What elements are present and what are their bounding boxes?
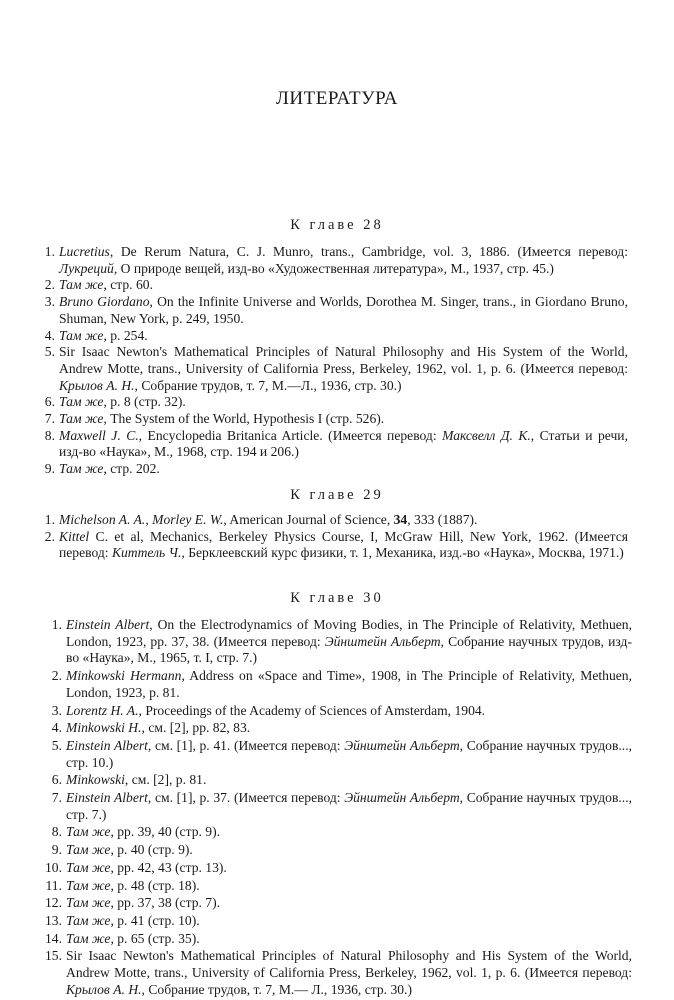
reference-item bbox=[38, 948, 632, 998]
reference-text: , pp. 37, 38 (стр. 7). bbox=[110, 895, 221, 911]
reference-item bbox=[37, 394, 628, 411]
reference-text: , p. 254. bbox=[103, 327, 148, 343]
reference-text: , см. [1], p. 41. (Имеется перевод: bbox=[147, 737, 345, 753]
reference-number: 7. bbox=[51, 790, 62, 806]
reference-item bbox=[37, 411, 628, 428]
reference-text: , Собрание трудов, т. 7, М.—Л., 1936, стр. 30.) bbox=[134, 377, 402, 393]
reference-italic: Bruno Giordano bbox=[59, 294, 150, 310]
reference-italic: Там же bbox=[66, 930, 111, 946]
reference-italic: Там же bbox=[59, 327, 104, 343]
reference-item bbox=[37, 461, 628, 478]
reference-item bbox=[38, 668, 632, 701]
reference-italic: Morley E. W. bbox=[152, 512, 224, 527]
reference-number: 1. bbox=[44, 244, 55, 259]
reference-italic: Minkowski H. bbox=[66, 720, 142, 736]
reference-italic: Там же bbox=[59, 277, 104, 293]
reference-number: 8. bbox=[44, 427, 55, 443]
reference-number: 10. bbox=[45, 859, 62, 875]
reference-italic: Minkowski Hermann bbox=[66, 668, 182, 684]
reference-text: , p. 40 (стр. 9). bbox=[110, 842, 193, 858]
reference-number: 13. bbox=[45, 912, 62, 928]
reference-item bbox=[38, 931, 632, 948]
section-heading-ch28: К главе 28 bbox=[290, 217, 384, 233]
reference-italic: Kittel bbox=[59, 528, 90, 544]
reference-text: , стр. 60. bbox=[103, 277, 153, 293]
reference-text: C. et al, Mechanics, Berkeley Physics Course, I, McGraw Hill, New York, 1962. (Имеется перевод: bbox=[59, 528, 628, 561]
reference-number: 5. bbox=[44, 344, 55, 360]
reference-item bbox=[37, 512, 628, 529]
reference-italic: Там же bbox=[66, 824, 111, 840]
reference-item bbox=[38, 703, 632, 720]
reference-item bbox=[38, 860, 632, 877]
reference-number: 15. bbox=[45, 948, 62, 964]
reference-italic: Там же bbox=[66, 877, 111, 893]
reference-text: Sir Isaac Newton's Mathematical Principles of Natural Philosophy and His System of the World, Andrew Motte, trans., University of California Press, Berkeley, 1962, vol. 1, p. 6. (Имеется перевод: bbox=[59, 344, 628, 376]
reference-text: , О природе вещей, изд-во «Художественная литература», М., 1937, стр. 45.) bbox=[113, 260, 554, 276]
reference-number: 1. bbox=[44, 512, 55, 527]
reference-number: 9. bbox=[51, 842, 62, 858]
reference-list-ch29 bbox=[37, 512, 628, 562]
reference-text: , On the Infinite Universe and Worlds, Dorothea M. Singer, trans., in Giordano Bruno, Shuman, New York, p. 249, 1950. bbox=[59, 294, 628, 326]
reference-number: 2. bbox=[44, 277, 55, 293]
reference-number: 4. bbox=[44, 327, 55, 343]
reference-italic: Einstein Albert bbox=[66, 790, 148, 806]
reference-text: , p. 65 (стр. 35). bbox=[110, 930, 200, 946]
reference-italic: Эйнштейн Альберт bbox=[324, 633, 441, 649]
reference-italic: Там же bbox=[66, 842, 111, 858]
reference-item bbox=[38, 824, 632, 841]
reference-text: , Encyclopedia Britanica Article. (Имеется перевод: bbox=[138, 427, 443, 443]
reference-item bbox=[37, 244, 628, 277]
reference-italic: Там же bbox=[66, 895, 111, 911]
reference-italic: Там же bbox=[66, 859, 111, 875]
reference-text: , pp. 42, 43 (стр. 13). bbox=[110, 859, 227, 875]
reference-italic: Киттель Ч. bbox=[111, 545, 182, 561]
reference-italic: Там же bbox=[59, 411, 104, 427]
reference-number: 6. bbox=[51, 772, 62, 788]
reference-text: , On the Electrodynamics of Moving Bodies, in The Principle of Relativity, Methuen, London, 1923, pp. 37, 38. (Имеется перевод: bbox=[66, 617, 632, 649]
reference-italic: Michelson A. A. bbox=[59, 512, 146, 527]
reference-number: 5. bbox=[51, 737, 62, 753]
reference-item bbox=[38, 895, 632, 912]
reference-text: , pp. 39, 40 (стр. 9). bbox=[110, 824, 221, 840]
reference-item bbox=[37, 277, 628, 294]
reference-text: , см. [2], p. 81. bbox=[124, 772, 207, 788]
reference-item bbox=[38, 772, 632, 789]
reference-italic: Lucretius bbox=[59, 244, 110, 259]
section-heading-ch30: К главе 30 bbox=[290, 590, 384, 606]
reference-number: 9. bbox=[44, 461, 55, 477]
reference-text: , Статьи и речи, изд-во «Наука», М., 1968, стр. 194 и 206.) bbox=[59, 427, 628, 460]
reference-italic: Там же bbox=[59, 394, 104, 410]
reference-item bbox=[38, 617, 632, 667]
reference-number: 8. bbox=[51, 824, 62, 840]
section-heading-ch29: К главе 29 bbox=[290, 487, 384, 503]
reference-number: 3. bbox=[51, 702, 62, 718]
reference-text: , bbox=[145, 512, 153, 527]
reference-italic: Эйнштейн Альберт bbox=[344, 790, 460, 806]
reference-list-ch28 bbox=[37, 244, 628, 478]
reference-number: 4. bbox=[51, 720, 62, 736]
reference-item bbox=[37, 328, 628, 345]
reference-item bbox=[37, 294, 628, 327]
page-title: ЛИТЕРАТУРА bbox=[276, 88, 398, 109]
reference-item bbox=[37, 529, 628, 562]
reference-text: Sir Isaac Newton's Mathematical Principles of Natural Philosophy and His System of the World, Andrew Motte, trans., University of California Press, Berkeley, 1962, vol. 1, p. 6. (Имеется перевод: bbox=[66, 948, 632, 981]
reference-text: , Собрание трудов, т. 7, М.— Л., 1936, стр. 30.) bbox=[141, 981, 412, 997]
reference-number: 3. bbox=[44, 294, 55, 310]
reference-text: , Собрание научных трудов, изд-во «Наука», М., 1965, т. I, стр. 7.) bbox=[66, 633, 632, 666]
reference-text: , Address on «Space and Time», 1908, in The Principle of Relativity, Methuen, London, 1923, p. 81. bbox=[66, 668, 632, 700]
reference-italic: Эйнштейн Альберт bbox=[344, 737, 460, 753]
reference-italic: Максвелл Д. К. bbox=[442, 427, 531, 443]
reference-number: 2. bbox=[51, 668, 62, 684]
reference-item bbox=[38, 842, 632, 859]
reference-text: , p. 48 (стр. 18). bbox=[110, 877, 200, 893]
reference-text: , The System of the World, Hypothesis I (стр. 526). bbox=[103, 411, 385, 427]
reference-italic: Maxwell J. C. bbox=[59, 427, 139, 443]
reference-text: , American Journal of Science, bbox=[223, 512, 394, 527]
reference-volume: 34 bbox=[393, 512, 408, 527]
reference-italic: Крылов А. Н. bbox=[66, 981, 142, 997]
reference-number: 7. bbox=[44, 411, 55, 427]
reference-number: 14. bbox=[45, 930, 62, 946]
reference-italic: Крылов А. Н. bbox=[59, 377, 135, 393]
reference-text: , стр. 202. bbox=[103, 461, 160, 477]
reference-text: , 333 (1887). bbox=[407, 512, 478, 527]
reference-number: 1. bbox=[51, 617, 62, 632]
reference-item bbox=[38, 738, 632, 771]
reference-item bbox=[37, 428, 628, 461]
reference-item bbox=[38, 720, 632, 737]
reference-text: , Собрание научных трудов..., стр. 10.) bbox=[66, 737, 632, 770]
reference-text: , Собрание научных трудов..., стр. 7.) bbox=[66, 790, 632, 822]
reference-italic: Minkowski bbox=[66, 772, 125, 788]
reference-text: , p. 41 (стр. 10). bbox=[110, 912, 200, 928]
reference-item bbox=[38, 790, 632, 823]
reference-italic: Лукреций bbox=[59, 260, 114, 276]
reference-italic: Там же bbox=[59, 461, 104, 477]
reference-number: 6. bbox=[44, 394, 55, 410]
reference-item bbox=[38, 878, 632, 895]
reference-italic: Einstein Albert bbox=[66, 737, 148, 753]
reference-number: 2. bbox=[44, 528, 55, 544]
reference-text: , Proceedings of the Academy of Sciences of Amsterdam, 1904. bbox=[138, 702, 486, 718]
reference-text: , см. [2], pp. 82, 83. bbox=[141, 720, 251, 736]
reference-number: 12. bbox=[45, 895, 62, 911]
reference-item bbox=[37, 344, 628, 394]
reference-italic: Einstein Albert bbox=[66, 617, 150, 632]
reference-text: , Берклеевский курс физики, т. 1, Механика, изд.-во «Наука», Москва, 1971.) bbox=[181, 545, 624, 561]
reference-number: 11. bbox=[45, 877, 62, 893]
reference-italic: Lorentz H. A. bbox=[66, 702, 139, 718]
reference-text: , De Rerum Natura, C. J. Munro, trans., Cambridge, vol. 3, 1886. (Имеется перевод: bbox=[109, 244, 628, 259]
reference-text: , p. 8 (стр. 32). bbox=[103, 394, 186, 410]
reference-item bbox=[38, 913, 632, 930]
reference-list-ch30 bbox=[38, 616, 632, 998]
reference-italic: Там же bbox=[66, 912, 111, 928]
reference-text: , см. [1], p. 37. (Имеется перевод: bbox=[147, 790, 345, 806]
